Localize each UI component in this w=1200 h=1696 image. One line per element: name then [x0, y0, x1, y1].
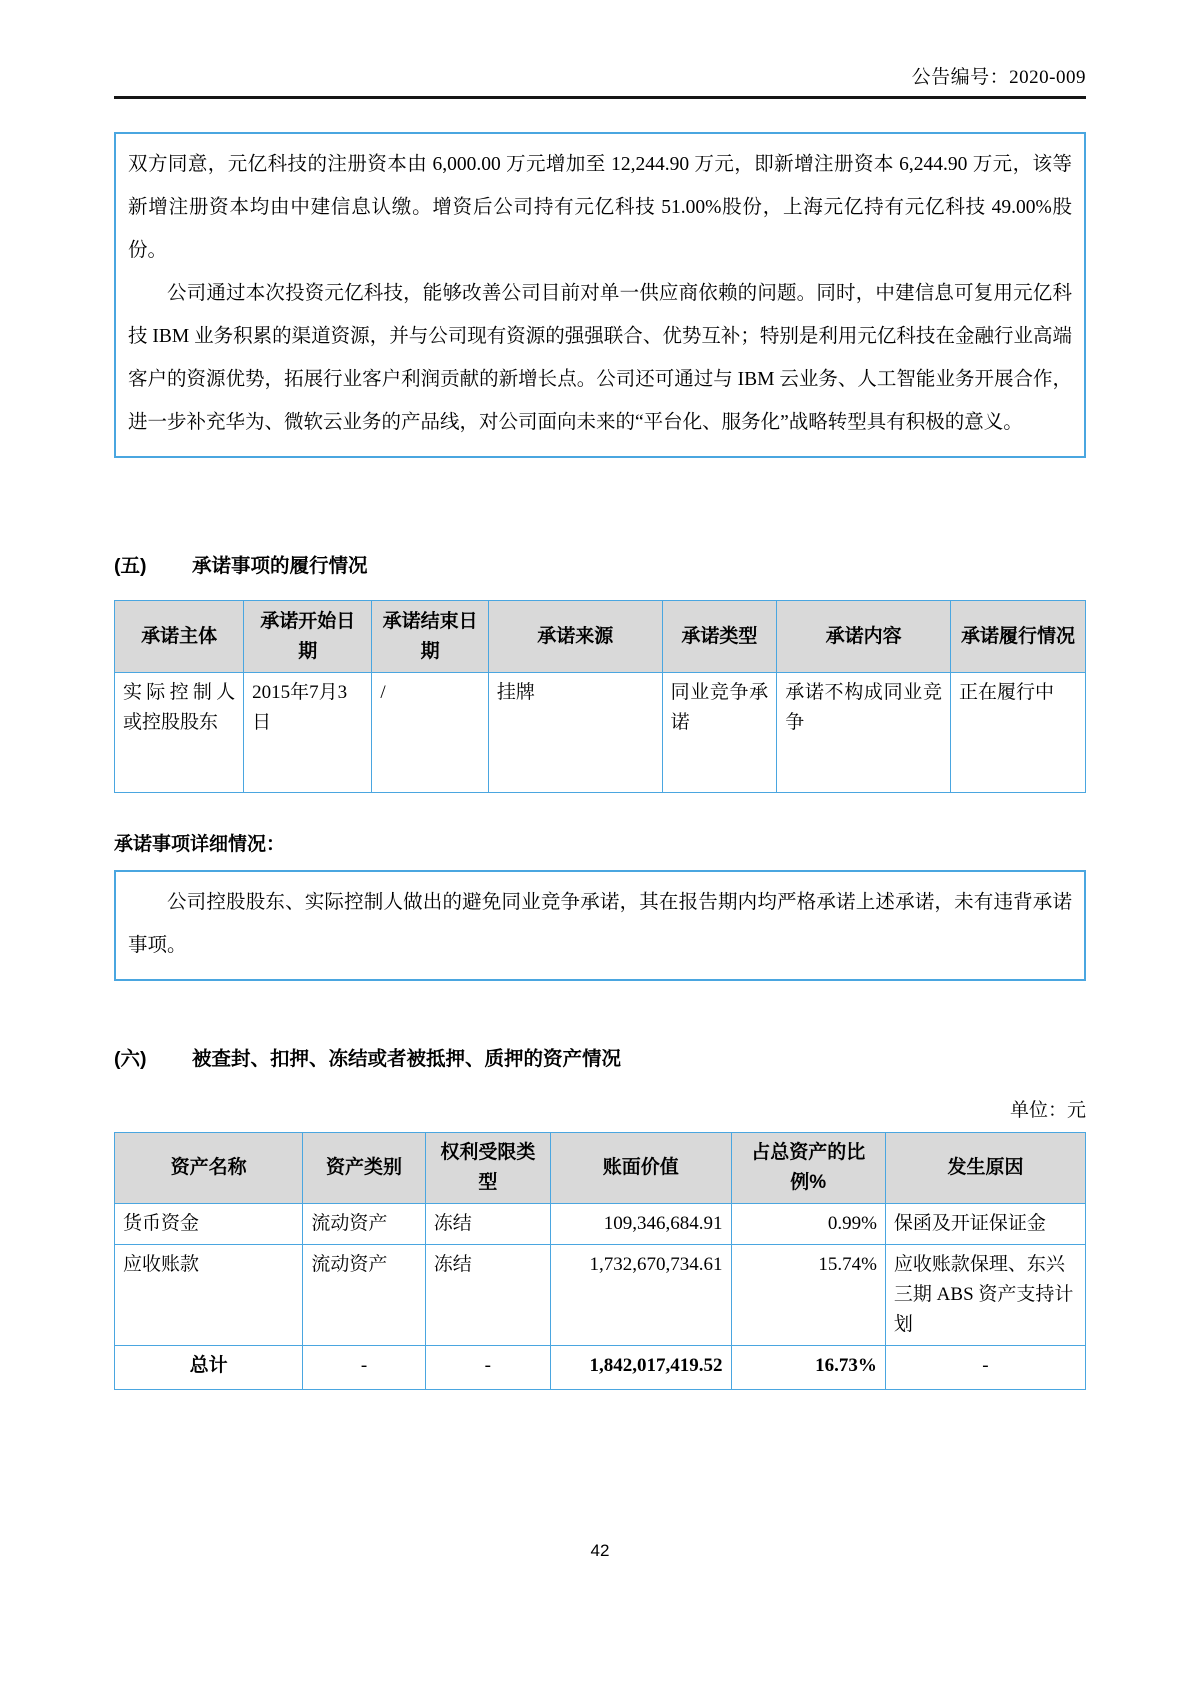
asset-table — [114, 1132, 1086, 1390]
cell-type: 同业竞争承诺 — [662, 673, 777, 793]
col-header-performance: 承诺履行情况 — [950, 601, 1085, 673]
cell-asset-ratio: 0.99% — [731, 1204, 885, 1245]
unit-label: 单位：元 — [1009, 1100, 1086, 1121]
cell-total-asset-class: - — [303, 1346, 425, 1390]
cell-content: 承诺不构成同业竞争 — [777, 673, 951, 793]
cell-asset-name: 应收账款 — [115, 1245, 303, 1346]
col-header-content: 承诺内容 — [777, 601, 951, 673]
cell-restriction-type: 冻结 — [425, 1204, 550, 1245]
cell-total-reason: - — [885, 1346, 1085, 1390]
cell-total-restriction-type: - — [425, 1346, 550, 1390]
intro-text-box — [114, 132, 1086, 458]
section-5-number: (五) — [114, 555, 147, 577]
header-divider — [114, 96, 1086, 99]
cell-start-date: 2015年7月3日 — [244, 673, 372, 793]
commitment-table-row — [115, 673, 1086, 793]
col-header-book-value: 账面价值 — [550, 1133, 731, 1204]
cell-total-book-value: 1,842,017,419.52 — [550, 1346, 731, 1390]
commitment-detail-label: 承诺事项详细情况： — [114, 834, 286, 855]
col-header-asset-ratio: 占总资产的比例% — [731, 1133, 885, 1204]
intro-paragraph-1: 双方同意，元亿科技的注册资本由 6,000.00 万元增加至 12,244.90 万元，即新增注册资本 6,244.90 万元，该等新增注册资本均由中建信息认缴。增资后公司持有元亿科技 51.00%股份，上海元亿持有元亿科技 49.00%股份。 — [128, 154, 1072, 261]
cell-end-date: / — [372, 673, 489, 793]
commitment-detail-box — [114, 870, 1086, 981]
commitment-detail-text: 公司控股股东、实际控制人做出的避免同业竞争承诺，其在报告期内均严格承诺上述承诺，未有违背承诺事项。 — [128, 892, 1072, 956]
col-header-type: 承诺类型 — [662, 601, 777, 673]
cell-reason: 保函及开证保证金 — [885, 1204, 1085, 1245]
col-header-commitment-subject: 承诺主体 — [115, 601, 244, 673]
section-6-heading — [114, 1043, 1086, 1071]
col-header-restriction-type: 权利受限类型 — [425, 1133, 550, 1204]
asset-table-header-row — [115, 1133, 1086, 1204]
col-header-reason: 发生原因 — [885, 1133, 1085, 1204]
cell-asset-class: 流动资产 — [303, 1204, 425, 1245]
page-content — [114, 0, 1086, 1390]
cell-book-value: 109,346,684.91 — [550, 1204, 731, 1245]
cell-reason: 应收账款保理、东兴三期 ABS 资产支持计划 — [885, 1245, 1085, 1346]
cell-asset-ratio: 15.74% — [731, 1245, 885, 1346]
cell-performance: 正在履行中 — [950, 673, 1085, 793]
section-5-heading — [114, 550, 1086, 578]
asset-row-monetary-funds — [115, 1204, 1086, 1245]
announcement-number: 公告编号：2020-009 — [911, 67, 1086, 88]
commitment-table-header-row — [115, 601, 1086, 673]
col-header-asset-name: 资产名称 — [115, 1133, 303, 1204]
section-5-title: 承诺事项的履行情况 — [192, 555, 368, 577]
commitment-table — [114, 600, 1086, 793]
col-header-source: 承诺来源 — [488, 601, 662, 673]
cell-total-label: 总计 — [115, 1346, 303, 1390]
col-header-asset-class: 资产类别 — [303, 1133, 425, 1204]
intro-paragraph-2: 公司通过本次投资元亿科技，能够改善公司目前对单一供应商依赖的问题。同时，中建信息可复用元亿科技 IBM 业务积累的渠道资源，并与公司现有资源的强强联合、优势互补；特别是利用元亿科技在金融行业高端客户的资源优势，拓展行业客户利润贡献的新增长点。公司还可通过与 IBM 云业务、人工智能业务开展合作，进一步补充华为、微软云业务的产品线，对公司面向未来的“平台化、服务化”战略转型具有积极的意义。 — [128, 283, 1072, 433]
cell-commitment-subject: 实际控制人或控股股东 — [115, 673, 244, 793]
asset-row-accounts-receivable — [115, 1245, 1086, 1346]
cell-restriction-type: 冻结 — [425, 1245, 550, 1346]
section-6-title: 被查封、扣押、冻结或者被抵押、质押的资产情况 — [192, 1048, 622, 1070]
col-header-end-date: 承诺结束日期 — [372, 601, 489, 673]
page-number: 42 — [590, 1541, 610, 1560]
cell-book-value: 1,732,670,734.61 — [550, 1245, 731, 1346]
asset-table-total-row — [115, 1346, 1086, 1390]
cell-asset-class: 流动资产 — [303, 1245, 425, 1346]
cell-source: 挂牌 — [488, 673, 662, 793]
cell-total-asset-ratio: 16.73% — [731, 1346, 885, 1390]
col-header-start-date: 承诺开始日期 — [244, 601, 372, 673]
cell-asset-name: 货币资金 — [115, 1204, 303, 1245]
section-6-number: (六) — [114, 1048, 147, 1070]
